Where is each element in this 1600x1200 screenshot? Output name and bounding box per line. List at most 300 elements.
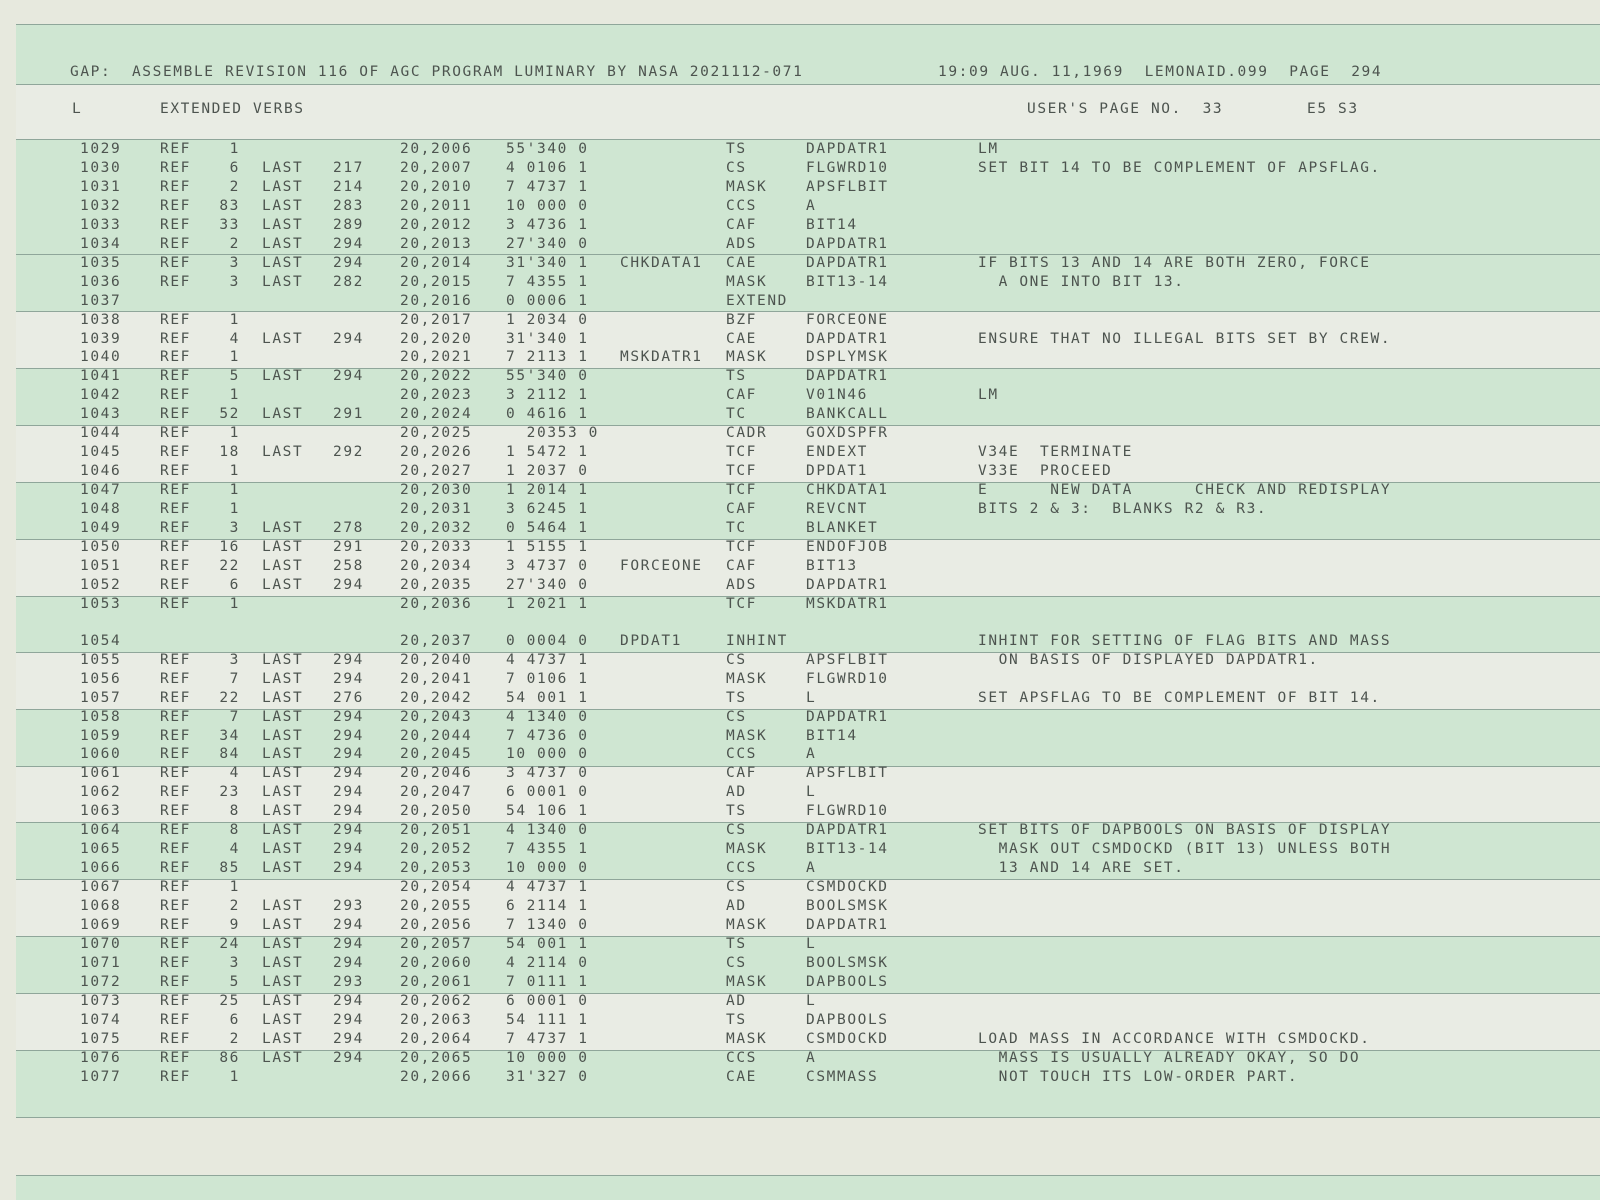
ref-tag: REF <box>160 178 191 195</box>
operand: CSMMASS <box>806 1068 879 1085</box>
octal-code: 6 0001 0 <box>506 784 589 801</box>
comment: V33E PROCEED <box>978 463 1113 480</box>
last-tag: LAST <box>262 216 304 233</box>
listing-row <box>0 443 1600 462</box>
ref-tag: REF <box>160 216 191 233</box>
octal-code: 7 0106 1 <box>506 670 589 687</box>
last-page: 294 <box>333 235 364 252</box>
octal-code: 1 5472 1 <box>506 444 589 461</box>
line-number: 1033 <box>80 216 122 233</box>
address: 20,2042 <box>400 689 473 706</box>
octal-code: 31'340 1 <box>506 254 589 271</box>
comment: MASS IS USUALLY ALREADY OKAY, SO DO <box>978 1049 1361 1066</box>
ref-count: 1 <box>229 387 240 404</box>
address: 20,2017 <box>400 311 473 328</box>
opcode: MASK <box>726 917 768 933</box>
comment: E NEW DATA CHECK AND REDISPLAY <box>978 482 1392 499</box>
last-page: 278 <box>333 520 364 536</box>
ref-tag: REF <box>160 368 191 385</box>
comment: ON BASIS OF DISPLAYED DAPDATR1. <box>978 651 1319 668</box>
ref-count: 2 <box>229 178 240 195</box>
last-page: 294 <box>333 803 364 820</box>
last-page: 294 <box>333 330 364 347</box>
address: 20,2041 <box>400 670 473 687</box>
section-letter: L <box>72 101 83 117</box>
ref-count: 6 <box>229 159 240 176</box>
octal-code: 20353 0 <box>506 425 599 442</box>
octal-code: 4 4737 1 <box>506 879 589 896</box>
ref-count: 85 <box>219 860 240 877</box>
line-number: 1050 <box>80 539 122 555</box>
operand: A <box>806 860 817 877</box>
octal-code: 0 4616 1 <box>506 406 589 423</box>
octal-code: 4 0106 1 <box>506 159 589 176</box>
ref-tag: REF <box>160 235 191 252</box>
listing-row <box>0 424 1600 443</box>
ref-tag: REF <box>160 330 191 347</box>
last-tag: LAST <box>262 444 304 461</box>
octal-code: 3 4736 1 <box>506 216 589 233</box>
symbol-label: CHKDATA1 <box>620 254 703 271</box>
listing-row <box>0 197 1600 216</box>
listing-row <box>0 140 1600 159</box>
operand: FORCEONE <box>806 311 889 328</box>
opcode: TCF <box>726 463 757 480</box>
line-number: 1061 <box>80 765 122 782</box>
line-number: 1047 <box>80 482 122 499</box>
address: 20,2030 <box>400 482 473 499</box>
opcode: CAF <box>726 216 757 233</box>
ref-count: 5 <box>229 973 240 990</box>
listing-row <box>0 802 1600 821</box>
opcode: MASK <box>726 178 768 195</box>
last-tag: LAST <box>262 254 304 271</box>
octal-code: 1 2034 0 <box>506 311 589 328</box>
opcode: CS <box>726 954 747 971</box>
line-number: 1037 <box>80 292 122 309</box>
octal-code: 7 2113 1 <box>506 349 589 366</box>
opcode: CS <box>726 159 747 176</box>
listing-row <box>0 878 1600 897</box>
line-number: 1072 <box>80 973 122 990</box>
operand: DAPDATR1 <box>806 141 889 157</box>
last-page: 294 <box>333 254 364 271</box>
opcode: CAF <box>726 387 757 404</box>
operand: BANKCALL <box>806 406 889 423</box>
line-number: 1042 <box>80 387 122 404</box>
last-page: 276 <box>333 689 364 706</box>
listing-row <box>0 538 1600 557</box>
last-page: 217 <box>333 159 364 176</box>
octal-code: 10 000 0 <box>506 197 589 214</box>
octal-code: 4 2114 0 <box>506 954 589 971</box>
operand: APSFLBIT <box>806 765 889 782</box>
opcode: INHINT <box>726 632 788 649</box>
listing-row <box>0 405 1600 424</box>
line-number: 1038 <box>80 311 122 328</box>
address: 20,2060 <box>400 954 473 971</box>
octal-code: 1 5155 1 <box>506 539 589 555</box>
opcode: CAF <box>726 557 757 574</box>
opcode: AD <box>726 784 747 801</box>
ref-count: 1 <box>229 482 240 499</box>
ref-count: 9 <box>229 917 240 933</box>
octal-code: 0 0004 0 <box>506 632 589 649</box>
octal-code: 4 1340 0 <box>506 708 589 725</box>
ref-count: 1 <box>229 1068 240 1085</box>
octal-code: 1 2021 1 <box>506 595 589 612</box>
opcode: MASK <box>726 727 768 744</box>
ref-tag: REF <box>160 520 191 536</box>
ref-tag: REF <box>160 349 191 366</box>
ref-tag: REF <box>160 463 191 480</box>
line-number: 1056 <box>80 670 122 687</box>
last-tag: LAST <box>262 197 304 214</box>
operand: A <box>806 746 817 763</box>
opcode: TCF <box>726 539 757 555</box>
octal-code: 55'340 0 <box>506 141 589 157</box>
last-tag: LAST <box>262 539 304 555</box>
line-number: 1076 <box>80 1049 122 1066</box>
line-number: 1049 <box>80 520 122 536</box>
listing-row <box>0 859 1600 878</box>
comment: ENSURE THAT NO ILLEGAL BITS SET BY CREW. <box>978 330 1392 347</box>
address: 20,2047 <box>400 784 473 801</box>
ref-count: 4 <box>229 841 240 858</box>
ref-tag: REF <box>160 1049 191 1066</box>
operand: DAPDATR1 <box>806 235 889 252</box>
opcode: TS <box>726 368 747 385</box>
line-number: 1043 <box>80 406 122 423</box>
ref-tag: REF <box>160 482 191 499</box>
last-page: 294 <box>333 841 364 858</box>
line-number: 1067 <box>80 879 122 896</box>
ref-count: 2 <box>229 235 240 252</box>
last-tag: LAST <box>262 330 304 347</box>
line-number: 1068 <box>80 898 122 914</box>
octal-code: 7 4355 1 <box>506 841 589 858</box>
operand: DAPBOOLS <box>806 1011 889 1028</box>
address: 20,2051 <box>400 822 473 839</box>
listing-row <box>0 727 1600 746</box>
listing-row <box>0 481 1600 500</box>
sheet-top-rule <box>16 24 1600 25</box>
operand: BIT14 <box>806 216 858 233</box>
ref-count: 7 <box>229 670 240 687</box>
listing-row <box>0 916 1600 935</box>
last-page: 294 <box>333 746 364 763</box>
last-tag: LAST <box>262 784 304 801</box>
operand: CHKDATA1 <box>806 482 889 499</box>
comment: V34E TERMINATE <box>978 444 1133 461</box>
ref-count: 6 <box>229 576 240 593</box>
line-number: 1046 <box>80 463 122 480</box>
operand: APSFLBIT <box>806 651 889 668</box>
line-number: 1074 <box>80 1011 122 1028</box>
operand: ENDEXT <box>806 444 868 461</box>
next-sheet-strip <box>16 1176 1600 1200</box>
listing-row <box>0 557 1600 576</box>
octal-code: 1 2037 0 <box>506 463 589 480</box>
opcode: MASK <box>726 1030 768 1047</box>
address: 20,2063 <box>400 1011 473 1028</box>
address: 20,2025 <box>400 425 473 442</box>
line-number: 1032 <box>80 197 122 214</box>
octal-code: 4 1340 0 <box>506 822 589 839</box>
ref-count: 25 <box>219 992 240 1009</box>
last-page: 294 <box>333 935 364 952</box>
line-number: 1036 <box>80 273 122 290</box>
comment: SET BIT 14 TO BE COMPLEMENT OF APSFLAG. <box>978 159 1381 176</box>
ref-tag: REF <box>160 576 191 593</box>
ref-count: 1 <box>229 425 240 442</box>
listing-row <box>0 519 1600 538</box>
octal-code: 55'340 0 <box>506 368 589 385</box>
address: 20,2024 <box>400 406 473 423</box>
address: 20,2015 <box>400 273 473 290</box>
ref-count: 2 <box>229 1030 240 1047</box>
address: 20,2006 <box>400 141 473 157</box>
octal-code: 54 106 1 <box>506 803 589 820</box>
octal-code: 54 111 1 <box>506 1011 589 1028</box>
ref-count: 1 <box>229 311 240 328</box>
address: 20,2013 <box>400 235 473 252</box>
ref-tag: REF <box>160 444 191 461</box>
ref-tag: REF <box>160 670 191 687</box>
listing-row <box>0 311 1600 330</box>
octal-code: 6 2114 1 <box>506 898 589 914</box>
opcode: TS <box>726 141 747 157</box>
line-number: 1064 <box>80 822 122 839</box>
comment: LOAD MASS IN ACCORDANCE WITH CSMDOCKD. <box>978 1030 1371 1047</box>
ref-count: 83 <box>219 197 240 214</box>
line-number: 1075 <box>80 1030 122 1047</box>
octal-code: 54 001 1 <box>506 935 589 952</box>
opcode: TC <box>726 406 747 423</box>
address: 20,2010 <box>400 178 473 195</box>
ref-count: 23 <box>219 784 240 801</box>
ref-tag: REF <box>160 197 191 214</box>
ref-tag: REF <box>160 860 191 877</box>
listing-row <box>0 764 1600 783</box>
line-number: 1060 <box>80 746 122 763</box>
ref-count: 22 <box>219 557 240 574</box>
last-tag: LAST <box>262 841 304 858</box>
last-page: 294 <box>333 992 364 1009</box>
line-number: 1071 <box>80 954 122 971</box>
address: 20,2020 <box>400 330 473 347</box>
ref-tag: REF <box>160 141 191 157</box>
listing-row <box>0 1030 1600 1049</box>
comment: SET APSFLAG TO BE COMPLEMENT OF BIT 14. <box>978 689 1381 706</box>
octal-code: 3 2112 1 <box>506 387 589 404</box>
ref-count: 1 <box>229 879 240 896</box>
line-number: 1062 <box>80 784 122 801</box>
ref-tag: REF <box>160 254 191 271</box>
opcode: CS <box>726 879 747 896</box>
last-tag: LAST <box>262 973 304 990</box>
last-page: 294 <box>333 822 364 839</box>
last-page: 294 <box>333 368 364 385</box>
ref-tag: REF <box>160 784 191 801</box>
listing-row <box>0 500 1600 519</box>
ref-tag: REF <box>160 387 191 404</box>
opcode: MASK <box>726 670 768 687</box>
octal-code: 27'340 0 <box>506 235 589 252</box>
line-number: 1031 <box>80 178 122 195</box>
last-page: 294 <box>333 784 364 801</box>
operand: BIT13 <box>806 557 858 574</box>
ref-tag: REF <box>160 1011 191 1028</box>
line-number: 1039 <box>80 330 122 347</box>
last-tag: LAST <box>262 520 304 536</box>
line-number: 1041 <box>80 368 122 385</box>
octal-code: 7 1340 0 <box>506 917 589 933</box>
comment: MASK OUT CSMDOCKD (BIT 13) UNLESS BOTH <box>978 841 1392 858</box>
address: 20,2064 <box>400 1030 473 1047</box>
comment: INHINT FOR SETTING OF FLAG BITS AND MASS <box>978 632 1392 649</box>
operand: FLGWRD10 <box>806 159 889 176</box>
address: 20,2050 <box>400 803 473 820</box>
operand: DAPBOOLS <box>806 973 889 990</box>
octal-code: 54 001 1 <box>506 689 589 706</box>
address: 20,2022 <box>400 368 473 385</box>
operand: A <box>806 197 817 214</box>
last-page: 294 <box>333 917 364 933</box>
opcode: AD <box>726 898 747 914</box>
operand: DAPDATR1 <box>806 917 889 933</box>
ref-count: 3 <box>229 651 240 668</box>
address: 20,2012 <box>400 216 473 233</box>
listing-row <box>0 651 1600 670</box>
last-page: 289 <box>333 216 364 233</box>
operand: BLANKET <box>806 520 879 536</box>
opcode: TS <box>726 1011 747 1028</box>
ref-count: 16 <box>219 539 240 555</box>
ref-count: 3 <box>229 254 240 271</box>
opcode: TS <box>726 935 747 952</box>
last-page: 294 <box>333 670 364 687</box>
listing-row <box>0 386 1600 405</box>
last-tag: LAST <box>262 917 304 933</box>
listing-row <box>0 178 1600 197</box>
ref-count: 4 <box>229 330 240 347</box>
ref-tag: REF <box>160 803 191 820</box>
ref-count: 8 <box>229 803 240 820</box>
last-page: 258 <box>333 557 364 574</box>
ref-count: 6 <box>229 1011 240 1028</box>
last-page: 291 <box>333 539 364 555</box>
address: 20,2026 <box>400 444 473 461</box>
operand: BIT14 <box>806 727 858 744</box>
octal-code: 31'327 0 <box>506 1068 589 1085</box>
section-title: EXTENDED VERBS <box>160 101 305 117</box>
ref-tag: REF <box>160 765 191 782</box>
line-number: 1035 <box>80 254 122 271</box>
last-page: 294 <box>333 1011 364 1028</box>
address: 20,2055 <box>400 898 473 914</box>
last-tag: LAST <box>262 1049 304 1066</box>
last-page: 294 <box>333 708 364 725</box>
last-tag: LAST <box>262 1011 304 1028</box>
last-tag: LAST <box>262 1030 304 1047</box>
listing-row <box>0 821 1600 840</box>
address: 20,2023 <box>400 387 473 404</box>
ref-tag: REF <box>160 406 191 423</box>
operand: DAPDATR1 <box>806 708 889 725</box>
last-page: 214 <box>333 178 364 195</box>
listing-row <box>0 745 1600 764</box>
last-page: 283 <box>333 197 364 214</box>
listing-row <box>0 595 1600 614</box>
comment: IF BITS 13 AND 14 ARE BOTH ZERO, FORCE <box>978 254 1371 271</box>
listing-row <box>0 689 1600 708</box>
opcode: TCF <box>726 444 757 461</box>
sheet-gap <box>16 1118 1600 1176</box>
last-page: 294 <box>333 727 364 744</box>
last-tag: LAST <box>262 708 304 725</box>
ref-tag: REF <box>160 917 191 933</box>
ref-count: 86 <box>219 1049 240 1066</box>
line-number: 1053 <box>80 595 122 612</box>
ref-count: 1 <box>229 463 240 480</box>
ref-tag: REF <box>160 954 191 971</box>
line-number: 1055 <box>80 651 122 668</box>
ref-count: 1 <box>229 141 240 157</box>
last-tag: LAST <box>262 765 304 782</box>
octal-code: 1 2014 1 <box>506 482 589 499</box>
opcode: CCS <box>726 197 757 214</box>
octal-code: 3 4737 0 <box>506 557 589 574</box>
octal-code: 6 0001 0 <box>506 992 589 1009</box>
ref-tag: REF <box>160 973 191 990</box>
header-run-info: GAP: ASSEMBLE REVISION 116 OF AGC PROGRAM LUMINARY BY NASA 2021112-071 <box>70 64 804 80</box>
opcode: CS <box>726 822 747 839</box>
address: 20,2032 <box>400 520 473 536</box>
last-page: 282 <box>333 273 364 290</box>
last-page: 294 <box>333 1030 364 1047</box>
last-tag: LAST <box>262 935 304 952</box>
listing-row <box>0 367 1600 386</box>
operand: ENDOFJOB <box>806 539 889 555</box>
operand: FLGWRD10 <box>806 803 889 820</box>
ref-count: 33 <box>219 216 240 233</box>
ref-count: 1 <box>229 349 240 366</box>
ref-tag: REF <box>160 841 191 858</box>
opcode: EXTEND <box>726 292 788 309</box>
address: 20,2014 <box>400 254 473 271</box>
ref-tag: REF <box>160 822 191 839</box>
comment: SET BITS OF DAPBOOLS ON BASIS OF DISPLAY <box>978 822 1392 839</box>
opcode: MASK <box>726 973 768 990</box>
octal-code: 7 4355 1 <box>506 273 589 290</box>
ref-tag: REF <box>160 727 191 744</box>
last-tag: LAST <box>262 159 304 176</box>
address: 20,2044 <box>400 727 473 744</box>
ref-tag: REF <box>160 992 191 1009</box>
ref-count: 18 <box>219 444 240 461</box>
last-tag: LAST <box>262 746 304 763</box>
ref-count: 24 <box>219 935 240 952</box>
listing-row <box>0 159 1600 178</box>
operand: L <box>806 992 817 1009</box>
last-page: 294 <box>333 954 364 971</box>
ref-tag: REF <box>160 898 191 914</box>
opcode: TCF <box>726 482 757 499</box>
ref-count: 3 <box>229 954 240 971</box>
octal-code: 4 4737 1 <box>506 651 589 668</box>
opcode: BZF <box>726 311 757 328</box>
